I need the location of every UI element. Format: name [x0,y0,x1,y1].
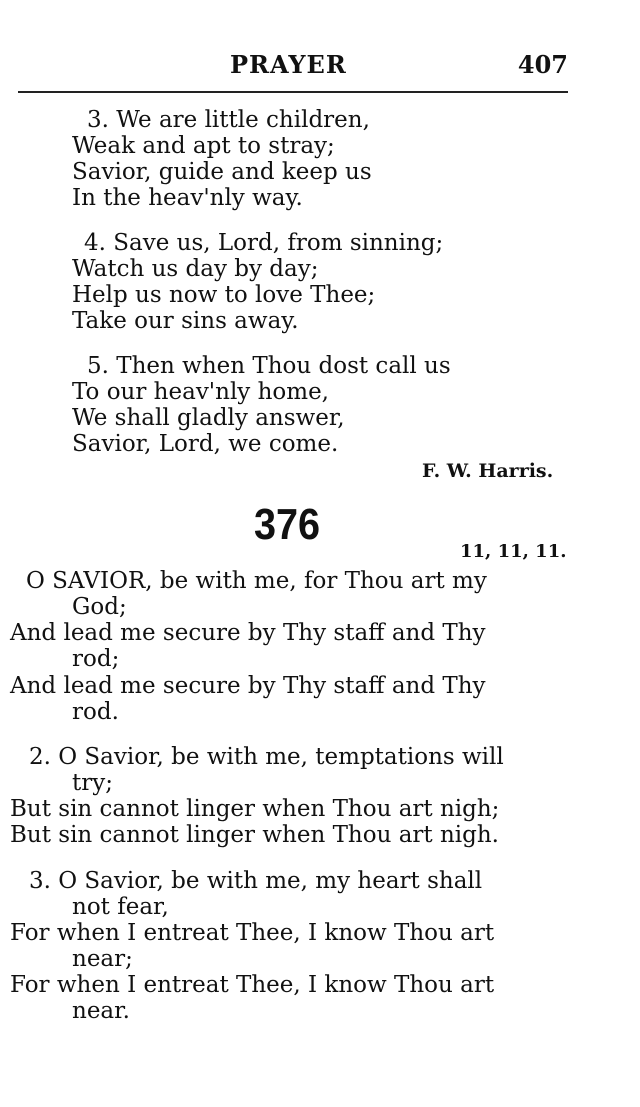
verse-line: Take our sins away. [72,308,299,334]
verse-line: Savior, guide and keep us [72,159,372,185]
verse-line: But sin cannot linger when Thou art nigh; [10,796,500,822]
verse-line: For when I entreat Thee, I know Thou art [10,920,495,946]
header-rule [18,91,568,93]
verse-line: rod; [72,646,120,672]
hymn-meter: 11, 11, 11. [460,541,567,562]
verse-line: near; [72,946,133,972]
page-number: 407 [517,50,568,79]
verse-line: To our heav'nly home, [72,379,329,405]
verse-line: 4. Save us, Lord, from sinning; [84,230,444,256]
verse-line: In the heav'nly way. [72,185,303,211]
author-attribution: F. W. Harris. [422,460,554,482]
verse-line: And lead me secure by Thy staff and Thy [10,620,486,646]
verse-line: rod. [72,699,119,725]
verse-line: And lead me secure by Thy staff and Thy [10,673,486,699]
verse-line: O SAVIOR, be with me, for Thou art my [26,568,487,594]
verse-line: Savior, Lord, we come. [72,431,339,457]
section-title: PRAYER [230,50,347,79]
page-header [18,50,568,90]
verse-line: Weak and apt to stray; [72,133,335,159]
verse-line: 3. We are little children, [87,107,370,133]
verse-line: try; [72,770,113,796]
verse-line: For when I entreat Thee, I know Thou art [10,972,495,998]
verse-line: But sin cannot linger when Thou art nigh. [10,822,499,848]
verse-line: 3. O Savior, be with me, my heart shall [29,868,483,894]
verse-line: near. [72,998,130,1024]
hymn-number: 376 [254,500,321,549]
verse-line: We shall gladly answer, [72,405,345,431]
verse-line: Help us now to love Thee; [72,282,376,308]
verse-line: not fear, [72,894,169,920]
verse-line: 2. O Savior, be with me, temptations will [29,744,504,770]
verse-line: Watch us day by day; [72,256,319,282]
verse-line: God; [72,594,127,620]
verse-line: 5. Then when Thou dost call us [87,353,451,379]
